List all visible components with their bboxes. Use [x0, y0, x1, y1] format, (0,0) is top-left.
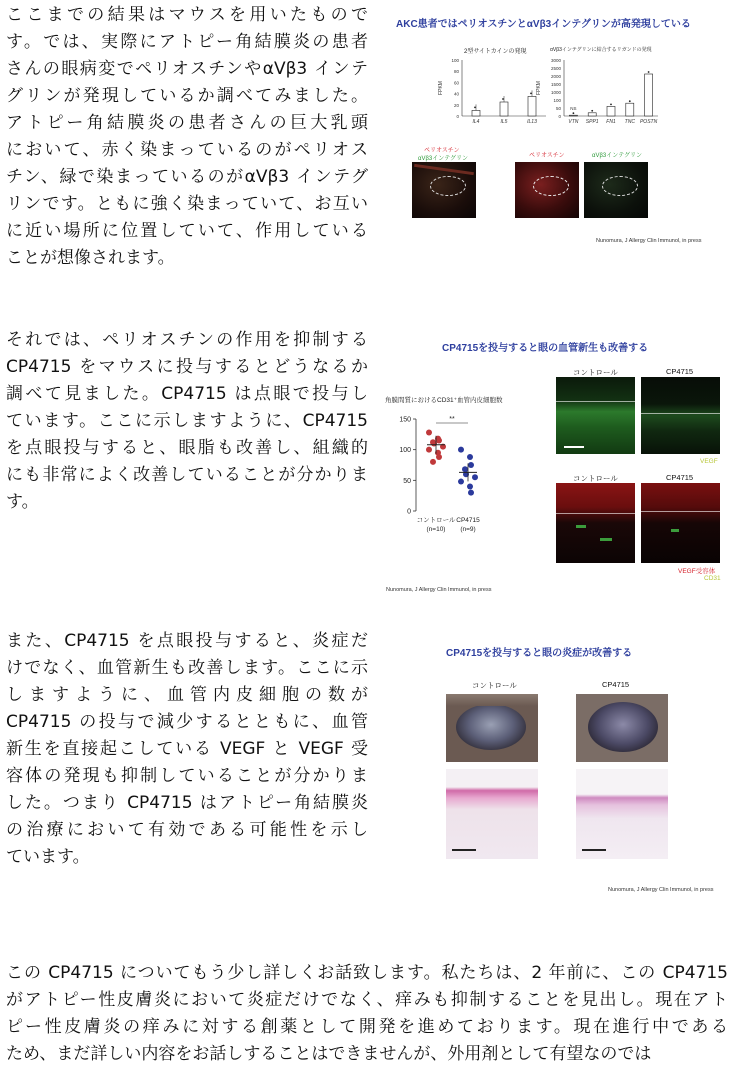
- text-line: ことが想像されます。: [6, 248, 175, 268]
- x-tick-label: TNC: [624, 119, 635, 125]
- text-line: ピー性皮膚炎の痒みに対する創薬として開発を進めております。現在進行中である: [6, 1017, 728, 1037]
- y-tick-label: 100: [553, 98, 561, 103]
- vegf-label: VEGF: [700, 458, 718, 465]
- y-tick-label: 1000: [550, 90, 561, 95]
- data-point: [591, 110, 593, 112]
- text-line: グリンが発現しているか調べてみました。: [6, 86, 368, 106]
- data-point: [502, 98, 504, 100]
- y-tick-label: 3000: [550, 58, 561, 63]
- data-point: [648, 71, 650, 73]
- y-tick-label: 20: [453, 102, 459, 108]
- bar: [626, 103, 634, 116]
- data-point: [468, 462, 474, 468]
- scatter-chart-title: 角膜間質におけるCD31⁺血管内皮細胞数: [385, 397, 503, 404]
- y-tick-label: 100: [451, 58, 459, 63]
- x-tick-sublabel: (n=9): [460, 526, 476, 533]
- cd31-scatter-chart: [382, 407, 502, 547]
- y-tick-label: 1500: [550, 82, 561, 87]
- text-line: において、赤く染まっているのがペリオス: [6, 140, 368, 160]
- img-label-b: ペリオスチン: [529, 153, 565, 159]
- slide-3-citation: Nunomura, J Allergy Clin Immunol, in press: [608, 887, 714, 893]
- slide-1-title: AKC患者ではペリオスチンとαVβ3インテグリンが高発現している: [396, 19, 691, 30]
- text-line: 新生を直接起こしている VEGF と VEGF 受: [6, 739, 368, 759]
- y-tick-label: 80: [453, 69, 459, 75]
- eye-control-photo: [446, 694, 538, 762]
- text-line: を点眼投与すると、眼脂も改善し、組織的: [6, 438, 368, 458]
- bar: [588, 113, 596, 116]
- x-tick-label: コントロール: [416, 517, 456, 524]
- vegfr-control-image: [556, 483, 635, 563]
- vegfr-label: VEGF受容体: [678, 568, 716, 575]
- periostin-tissue-image: [515, 162, 579, 218]
- slide-3: [376, 636, 732, 901]
- data-point: [610, 104, 612, 106]
- x-tick-label: IL13: [527, 119, 537, 125]
- text-line: ています。: [6, 847, 90, 867]
- text-line: この CP4715 についてもう少し詳しくお話致します。私たちは、2 年前に、この CP4715: [6, 963, 728, 983]
- paragraph-3: [6, 628, 368, 871]
- data-point: [426, 429, 432, 435]
- x-tick-label: IL4: [472, 119, 480, 125]
- paragraph-2: [6, 327, 368, 516]
- text-line: の治療において有効である可能性を示し: [6, 820, 368, 840]
- slide-1-citation: Nunomura, J Allergy Clin Immunol, in press: [596, 238, 702, 244]
- significance-label: **: [449, 416, 455, 423]
- text-line: チン、緑で染まっているのがαVβ3 インテグ: [6, 167, 368, 187]
- data-point: [458, 447, 464, 453]
- data-point: [430, 459, 436, 465]
- slide-2: [376, 333, 732, 598]
- col-cp-eye: CP4715: [602, 680, 630, 689]
- slide-2-citation: Nunomura, J Allergy Clin Immunol, in press: [386, 587, 492, 593]
- text-line: リンです。ともに強く染まっていて、お互い: [6, 194, 368, 214]
- data-point: [426, 447, 432, 453]
- img-label-a2: αVβ3インテグリン: [418, 156, 469, 162]
- text-line: さんの眼病変でペリオスチンやαVβ3 インテ: [6, 59, 368, 79]
- bar: [607, 106, 615, 116]
- eye-cp-photo: [576, 694, 668, 762]
- col-control-eye: コントロール: [472, 681, 517, 690]
- data-point: [472, 474, 478, 480]
- text-line: しますように、血管内皮細胞の数が: [6, 685, 368, 705]
- slide-1: [376, 8, 732, 258]
- data-point: [629, 100, 631, 102]
- bar: [472, 110, 480, 116]
- data-point: [467, 454, 473, 460]
- text-line: がアトピー性皮膚炎において炎症だけでなく、痒みも抑制することを見出し。現在アト: [6, 990, 728, 1010]
- text-line: す。: [6, 492, 39, 512]
- vegf-control-image: [556, 377, 635, 454]
- y-axis-label: FPKM: [536, 81, 542, 95]
- data-point: [458, 479, 464, 485]
- y-tick-label: 2000: [550, 74, 561, 79]
- text-line: す。では、実際にアトピー角結膜炎の患者: [6, 32, 368, 52]
- x-tick-label: CP4715: [456, 517, 480, 524]
- y-tick-label: 0: [558, 114, 561, 119]
- text-line: ここまでの結果はマウスを用いたもので: [6, 5, 368, 25]
- histology-cp: [576, 769, 668, 859]
- histology-control: [446, 769, 538, 859]
- img-label-a1: ペリオスチン: [424, 148, 460, 154]
- text-line: にも非常によく改善していることが分かりま: [6, 465, 368, 485]
- y-tick-label: 0: [456, 114, 459, 119]
- slide-3-title: CP4715を投与すると眼の炎症が改善する: [446, 648, 633, 659]
- x-tick-label: POSTN: [639, 119, 658, 125]
- data-point: [436, 454, 442, 460]
- merged-tissue-image: [412, 162, 476, 218]
- col-cp-top: CP4715: [666, 367, 694, 376]
- y-axis-label: FPKM: [438, 81, 444, 95]
- bar: [569, 115, 577, 116]
- text-line: けでなく、血管新生も改善します。ここに示: [6, 658, 368, 678]
- y-tick-label: 50: [555, 106, 561, 111]
- col-control-bottom: コントロール: [573, 474, 618, 483]
- y-tick-label: 100: [399, 447, 411, 455]
- cd31-label: CD31: [704, 575, 721, 582]
- text-line: ています。ここに示しますように、CP4715: [6, 411, 368, 431]
- vegf-cp-image: [641, 377, 720, 454]
- y-tick-label: 0: [407, 508, 411, 516]
- chart-right-title: αVβ3インテグリンに結合するリガンドの発現: [550, 47, 652, 53]
- x-tick-sublabel: (n=10): [426, 526, 446, 533]
- text-line: それでは、ペリオスチンの作用を抑制する: [6, 330, 368, 350]
- col-cp-bottom: CP4715: [666, 473, 694, 482]
- x-tick-label: VTN: [568, 119, 579, 125]
- x-tick-label: SPP1: [585, 119, 599, 125]
- text-line: また、CP4715 を点眼投与すると、炎症だ: [6, 631, 368, 651]
- y-tick-label: 50: [403, 477, 411, 485]
- text-line: 容体の発現も抑制していることが分かりま: [6, 766, 368, 786]
- chart-left-title: 2型サイトカインの発現: [464, 49, 527, 55]
- text-line: した。つまり CP4715 はアトピー角結膜炎: [6, 793, 368, 813]
- x-tick-label: FN1: [606, 119, 616, 125]
- y-tick-label: 150: [399, 416, 411, 424]
- data-point: [436, 437, 442, 443]
- text-line: 調べて見ました。CP4715 は点眼で投与し: [6, 384, 368, 404]
- text-line: ため、まだ詳しい内容をお話しすることはできませんが、外用剤として有望なのでは: [6, 1044, 652, 1064]
- img-label-c: αVβ3インテグリン: [592, 153, 643, 159]
- y-tick-label: 60: [453, 80, 459, 86]
- paragraph-4: [6, 960, 728, 1068]
- integrin-tissue-image: [584, 162, 648, 218]
- data-point: [530, 93, 532, 95]
- col-control-top: コントロール: [573, 368, 618, 377]
- bar: [500, 102, 508, 116]
- data-point: [474, 107, 476, 109]
- y-tick-label: 2500: [550, 66, 561, 71]
- bar: [645, 74, 653, 116]
- data-point: [573, 112, 575, 114]
- text-line: CP4715 の投与で減少するとともに、血管: [6, 712, 368, 732]
- text-line: CP4715 をマウスに投与するとどうなるか: [6, 357, 368, 377]
- y-tick-label: 40: [453, 91, 459, 97]
- data-point: [468, 490, 474, 496]
- data-point: [467, 483, 473, 489]
- text-line: に近い場所に位置していて、作用している: [6, 221, 368, 241]
- x-tick-label: IL5: [500, 119, 508, 125]
- ligand-bar-chart: [534, 44, 664, 134]
- vegfr-cp-image: [641, 483, 720, 563]
- paragraph-1: [6, 2, 368, 272]
- ns-label: NS: [570, 106, 577, 111]
- slide-2-title: CP4715を投与すると眼の血管新生も改善する: [442, 343, 649, 354]
- text-line: アトピー角結膜炎の患者さんの巨大乳頭: [6, 113, 368, 133]
